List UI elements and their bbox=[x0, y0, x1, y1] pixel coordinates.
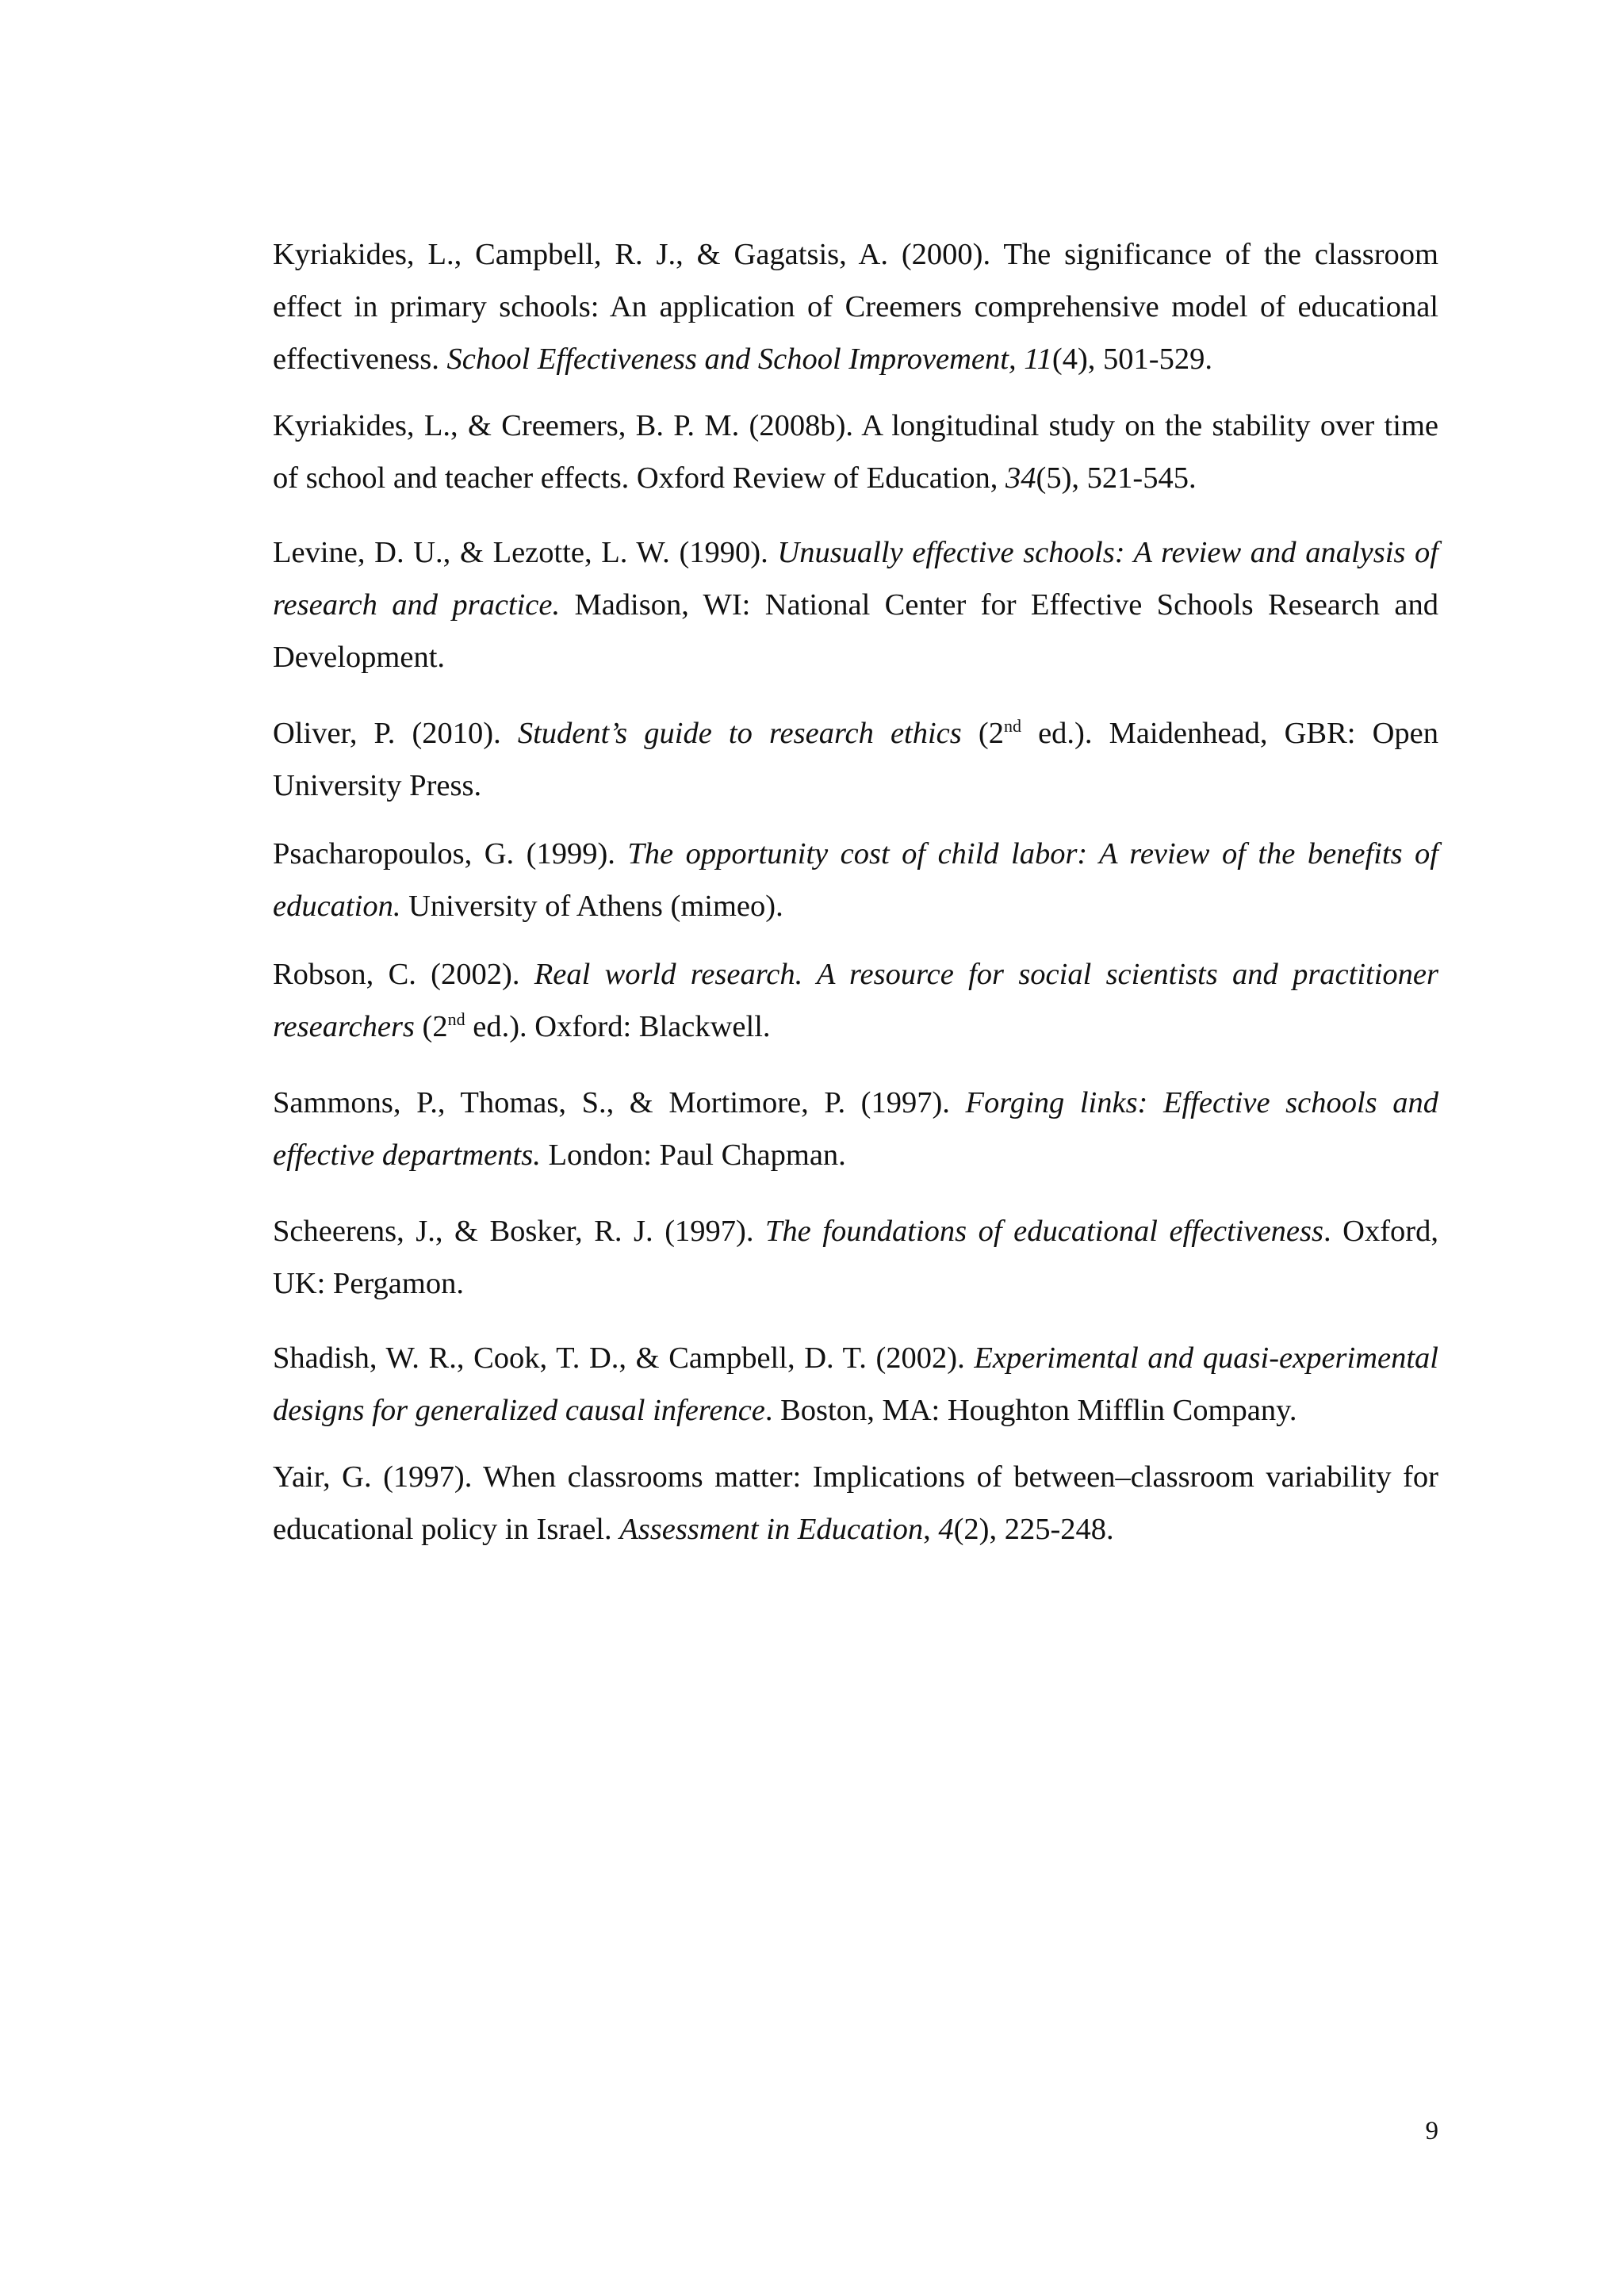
reference-text: ed.). Maidenhead, GBR: Open University Press. bbox=[273, 717, 1438, 802]
reference-list bbox=[273, 228, 1438, 1556]
book-title: Unusually effective schools: A review and analysis of research and practice. bbox=[273, 536, 1439, 622]
reference-entry bbox=[273, 526, 1438, 683]
reference-text: Scheerens, J., & Bosker, R. J. (1997). bbox=[273, 1215, 765, 1248]
reference-text: Psacharopoulos, G. (1999). bbox=[273, 837, 628, 871]
reference-text: . Boston, MA: Houghton Mifflin Company. bbox=[764, 1394, 1297, 1427]
reference-text: Sammons, P., Thomas, S., & Mortimore, P. (1997). bbox=[273, 1086, 966, 1119]
reference-text: (2 bbox=[961, 717, 1004, 750]
reference-text: Robson, C. (2002). bbox=[273, 958, 534, 991]
volume-number: 34 bbox=[1005, 461, 1036, 495]
reference-entry bbox=[273, 828, 1438, 932]
reference-text: Kyriakides, L., Campbell, R. J., & Gagatsis, A. (2000). The significance of the classroom effect in primary schools: An application of Creemers comprehensive model of educational effectiveness. bbox=[273, 238, 1438, 376]
reference-text: Kyriakides, L., & Creemers, B. P. M. (2008b). A longitudinal study on the stability over time of school and teacher effects. Oxford Review of Education, bbox=[273, 409, 1438, 495]
reference-text: Shadish, W. R., Cook, T. D., & Campbell, D. T. (2002). bbox=[273, 1341, 975, 1375]
reference-text: Yair, G. (1997). When classrooms matter: Implications of between–classroom variability for educational policy in Israel. bbox=[273, 1460, 1438, 1546]
reference-entry bbox=[273, 1451, 1438, 1556]
reference-text: London: Paul Chapman. bbox=[540, 1138, 846, 1172]
book-title: The foundations of educational effectiveness bbox=[765, 1215, 1323, 1248]
book-title: Forging links: Effective schools and effective departments. bbox=[273, 1086, 1438, 1172]
volume-number: 4 bbox=[938, 1513, 954, 1546]
reference-text: , bbox=[923, 1513, 939, 1546]
reference-text: (5), 521-545. bbox=[1036, 461, 1197, 495]
reference-text: (4), 501-529. bbox=[1051, 342, 1212, 376]
reference-text: University of Athens (mimeo). bbox=[400, 890, 783, 923]
book-title: The opportunity cost of child labor: A review of the benefits of education. bbox=[273, 837, 1438, 923]
reference-entry bbox=[273, 1205, 1438, 1310]
reference-text: . Oxford, UK: Pergamon. bbox=[273, 1215, 1438, 1300]
book-title: Experimental and quasi-experimental designs for generalized causal inference bbox=[273, 1341, 1438, 1427]
reference-entry bbox=[273, 1077, 1438, 1181]
ordinal-suffix: nd bbox=[1003, 716, 1021, 737]
page-number: 9 bbox=[1425, 2117, 1438, 2145]
journal-title: School Effectiveness and School Improvement, 11 bbox=[446, 342, 1052, 376]
reference-entry bbox=[273, 948, 1438, 1053]
reference-entry bbox=[273, 400, 1438, 504]
reference-entry bbox=[273, 228, 1438, 385]
reference-text: ed.). Oxford: Blackwell. bbox=[465, 1010, 771, 1043]
reference-text: (2), 225-248. bbox=[953, 1513, 1114, 1546]
reference-entry bbox=[273, 1332, 1438, 1437]
reference-entry bbox=[273, 707, 1438, 812]
reference-text: (2 bbox=[414, 1010, 448, 1043]
reference-text: Levine, D. U., & Lezotte, L. W. (1990). bbox=[273, 536, 778, 569]
reference-text: Oliver, P. (2010). bbox=[273, 717, 518, 750]
reference-text: Madison, WI: National Center for Effective Schools Research and Development. bbox=[273, 588, 1438, 674]
ordinal-suffix: nd bbox=[447, 1009, 465, 1030]
book-title: Real world research. A resource for social scientists and practitioner researchers bbox=[273, 958, 1439, 1043]
journal-title: Assessment in Education bbox=[619, 1513, 924, 1546]
book-title: Student’s guide to research ethics bbox=[517, 717, 962, 750]
